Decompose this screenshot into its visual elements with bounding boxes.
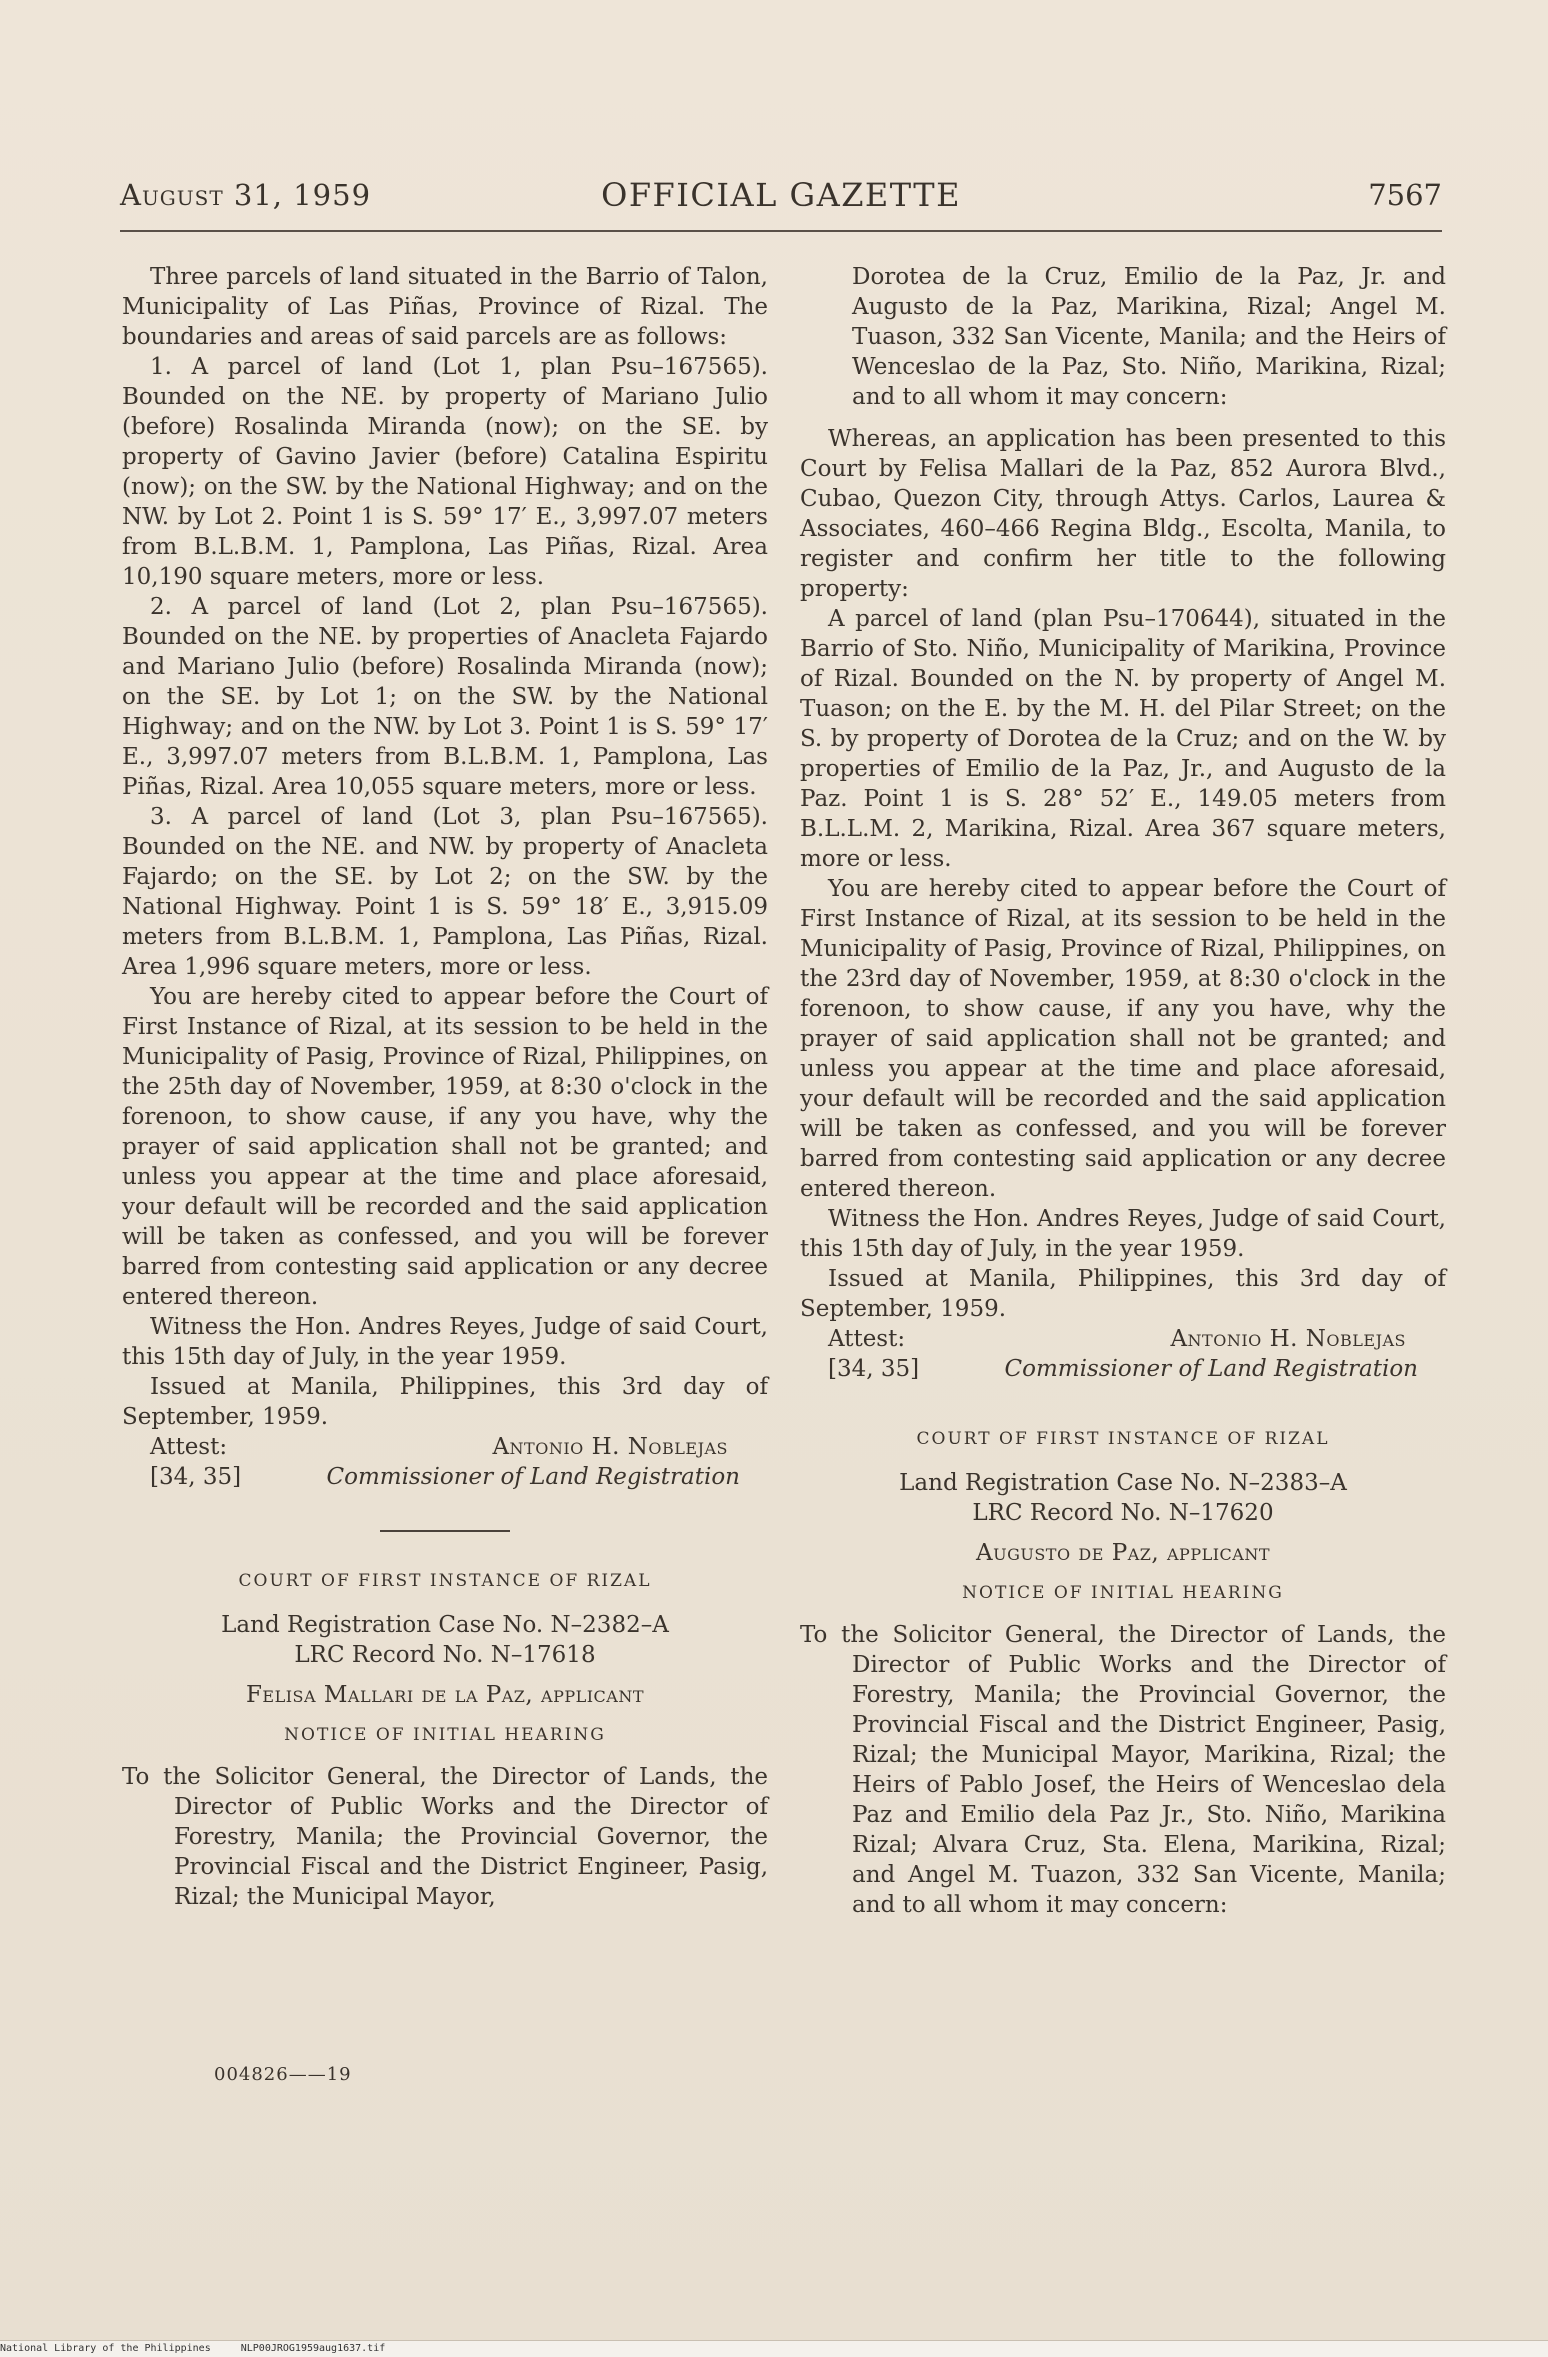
scan-filename: NLP00JROG1959aug1637.tif xyxy=(240,2343,386,2354)
citation-paragraph: You are hereby cited to appear before the Court of First Instance of Rizal, at its session to be held in the Municipality of Pasig, Province of Rizal, Philippines, on the 23rd day of November, 1959, at 8:30 o'clock in the forenoon, to show cause, if any you have, why the prayer of said application shall not be granted; and unless you appear at the time and place aforesaid, your default will be recorded and the said application will be taken as confessed, and you will be forever barred from contesting said application or any decree entered thereon. xyxy=(800,876,1446,1202)
left-column xyxy=(122,262,768,1912)
page-header xyxy=(120,178,1442,218)
parcel-paragraph: A parcel of land (plan Psu–170644), situated in the Barrio of Sto. Niño, Municipality of Marikina, Province of Rizal. Bounded on the N. by property of Angel M. Tuason; on the E. by the M. H. del Pilar Street; on the S. by property of Dorotea de la Cruz; and on the W. by properties of Emilio de la Paz, Jr., and Augusto de la Paz. Point 1 is S. 28° 52′ E., 149.05 meters from B.L.L.M. 2, Marikina, Rizal. Area 367 square meters, more or less. xyxy=(800,606,1446,872)
right-column xyxy=(800,262,1446,1920)
scan-footer xyxy=(0,2340,1548,2357)
court-heading: COURT OF FIRST INSTANCE OF RIZAL xyxy=(916,1429,1330,1449)
attest-label: Attest: xyxy=(828,1326,906,1352)
address-continuation: Dorotea de la Cruz, Emilio de la Paz, Jr. and Augusto de la Paz, Marikina, Rizal; Angel M. Tuason, 332 San Vicente, Manila; and the Heirs of Wenceslao de la Paz, Sto. Niño, Marikina, Rizal; and to all whom it may concern: xyxy=(852,264,1446,410)
signature-line xyxy=(800,1354,1446,1384)
issued-paragraph: Issued at Manila, Philippines, this 3rd day of September, 1959. xyxy=(800,1266,1446,1322)
spacer xyxy=(800,1384,1446,1424)
attest-label: Attest: xyxy=(150,1434,228,1460)
witness-paragraph: Witness the Hon. Andres Reyes, Judge of said Court, this 15th day of July, in the year 1959. xyxy=(122,1314,768,1370)
section-separator xyxy=(380,1530,510,1532)
signature-line xyxy=(122,1462,768,1492)
header-rule xyxy=(120,230,1442,232)
case-number: Land Registration Case No. N–2383–A xyxy=(899,1470,1347,1496)
lot-3-paragraph: 3. A parcel of land (Lot 3, plan Psu–167565). Bounded on the NE. and NW. by property of Anacleta Fajardo; on the SE. by Lot 2; on the SW. by the National Highway. Point 1 is S. 59° 18′ E., 3,915.09 meters from B.L.B.M. 1, Pamplona, Las Piñas, Rizal. Area 1,996 square meters, more or less. xyxy=(122,804,768,980)
record-number: LRC Record No. N–17618 xyxy=(294,1642,596,1668)
address-paragraph: To the Solicitor General, the Director of Lands, the Director of Public Works and the Director of Forestry, Manila; the Provincial Governor, the Provincial Fiscal and the District Engineer, Pasig, Rizal; the Municipal Mayor, Marikina, Rizal; the Heirs of Pablo Josef, the Heirs of Wenceslao dela Paz and Emilio dela Paz Jr., Sto. Niño, Marikina Rizal; Alvara Cruz, Sta. Elena, Marikina, Rizal; and Angel M. Tuazon, 332 San Vicente, Manila; and to all whom it may concern: xyxy=(800,1622,1446,1918)
attest-name: Antonio H. Noblejas xyxy=(1170,1326,1406,1352)
citation-paragraph: You are hereby cited to appear before the Court of First Instance of Rizal, at its session to be held in the Municipality of Pasig, Province of Rizal, Philippines, on the 25th day of November, 1959, at 8:30 o'clock in the forenoon, to show cause, if any you have, why the prayer of said application shall not be granted; and unless you appear at the time and place aforesaid, your default will be recorded and the said application will be taken as confessed, and you will be forever barred from contesting said application or any decree entered thereon. xyxy=(122,984,768,1310)
signatory-title: Commissioner of Land Registration xyxy=(1004,1356,1418,1382)
applicant-line: Augusto de Paz, applicant xyxy=(975,1540,1270,1566)
signatory-title: Commissioner of Land Registration xyxy=(326,1464,740,1490)
header-date: August 31, 1959 xyxy=(120,178,372,212)
witness-paragraph: Witness the Hon. Andres Reyes, Judge of said Court, this 15th day of July, in the year 1959. xyxy=(800,1206,1446,1262)
applicant-line: Felisa Mallari de la Paz, applicant xyxy=(245,1682,645,1708)
header-page-number: 7567 xyxy=(1368,178,1442,212)
intro-paragraph: Three parcels of land situated in the Barrio of Talon, Municipality of Las Piñas, Province of Rizal. The boundaries and areas of said parcels are as follows: xyxy=(122,264,768,350)
court-heading: COURT OF FIRST INSTANCE OF RIZAL xyxy=(238,1571,652,1591)
attest-line xyxy=(122,1432,768,1462)
reference-number: [34, 35] xyxy=(150,1464,242,1490)
reference-number: [34, 35] xyxy=(828,1356,920,1382)
whereas-paragraph: Whereas, an application has been presented to this Court by Felisa Mallari de la Paz, 852 Aurora Blvd., Cubao, Quezon City, through Attys. Carlos, Laurea & Associates, 460–466 Regina Bldg., Escolta, Manila, to register and confirm her title to the following property: xyxy=(800,426,1446,602)
case-number: Land Registration Case No. N–2382–A xyxy=(221,1612,669,1638)
address-paragraph: To the Solicitor General, the Director of Lands, the Director of Public Works and the Director of Forestry, Manila; the Provincial Governor, the Provincial Fiscal and the District Engineer, Pasig, Rizal; the Municipal Mayor, xyxy=(122,1764,768,1910)
print-code: 004826——19 xyxy=(214,2064,352,2085)
issued-paragraph: Issued at Manila, Philippines, this 3rd day of September, 1959. xyxy=(122,1374,768,1430)
notice-heading: NOTICE OF INITIAL HEARING xyxy=(962,1583,1284,1603)
notice-heading: NOTICE OF INITIAL HEARING xyxy=(284,1725,606,1745)
lot-1-paragraph: 1. A parcel of land (Lot 1, plan Psu–167565). Bounded on the NE. by property of Mariano Julio (before) Rosalinda Miranda (now); on the SE. by property of Gavino Javier (before) Catalina Espiritu (now); on the SW. by the National Highway; and on the NW. by Lot 2. Point 1 is S. 59° 17′ E., 3,997.07 meters from B.L.B.M. 1, Pamplona, Las Piñas, Rizal. Area 10,190 square meters, more or less. xyxy=(122,354,768,590)
lot-2-paragraph: 2. A parcel of land (Lot 2, plan Psu–167565). Bounded on the NE. by properties of Anacleta Fajardo and Mariano Julio (before) Rosalinda Miranda (now); on the SE. by Lot 1; on the SW. by the National Highway; and on the NW. by Lot 3. Point 1 is S. 59° 17′ E., 3,997.07 meters from B.L.B.M. 1, Pamplona, Las Piñas, Rizal. Area 10,055 square meters, more or less. xyxy=(122,594,768,800)
attest-name: Antonio H. Noblejas xyxy=(492,1434,728,1460)
attest-line xyxy=(800,1324,1446,1354)
header-title: OFFICIAL GAZETTE xyxy=(601,176,961,214)
scan-library: National Library of the Philippines xyxy=(0,2343,211,2354)
record-number: LRC Record No. N–17620 xyxy=(972,1500,1274,1526)
